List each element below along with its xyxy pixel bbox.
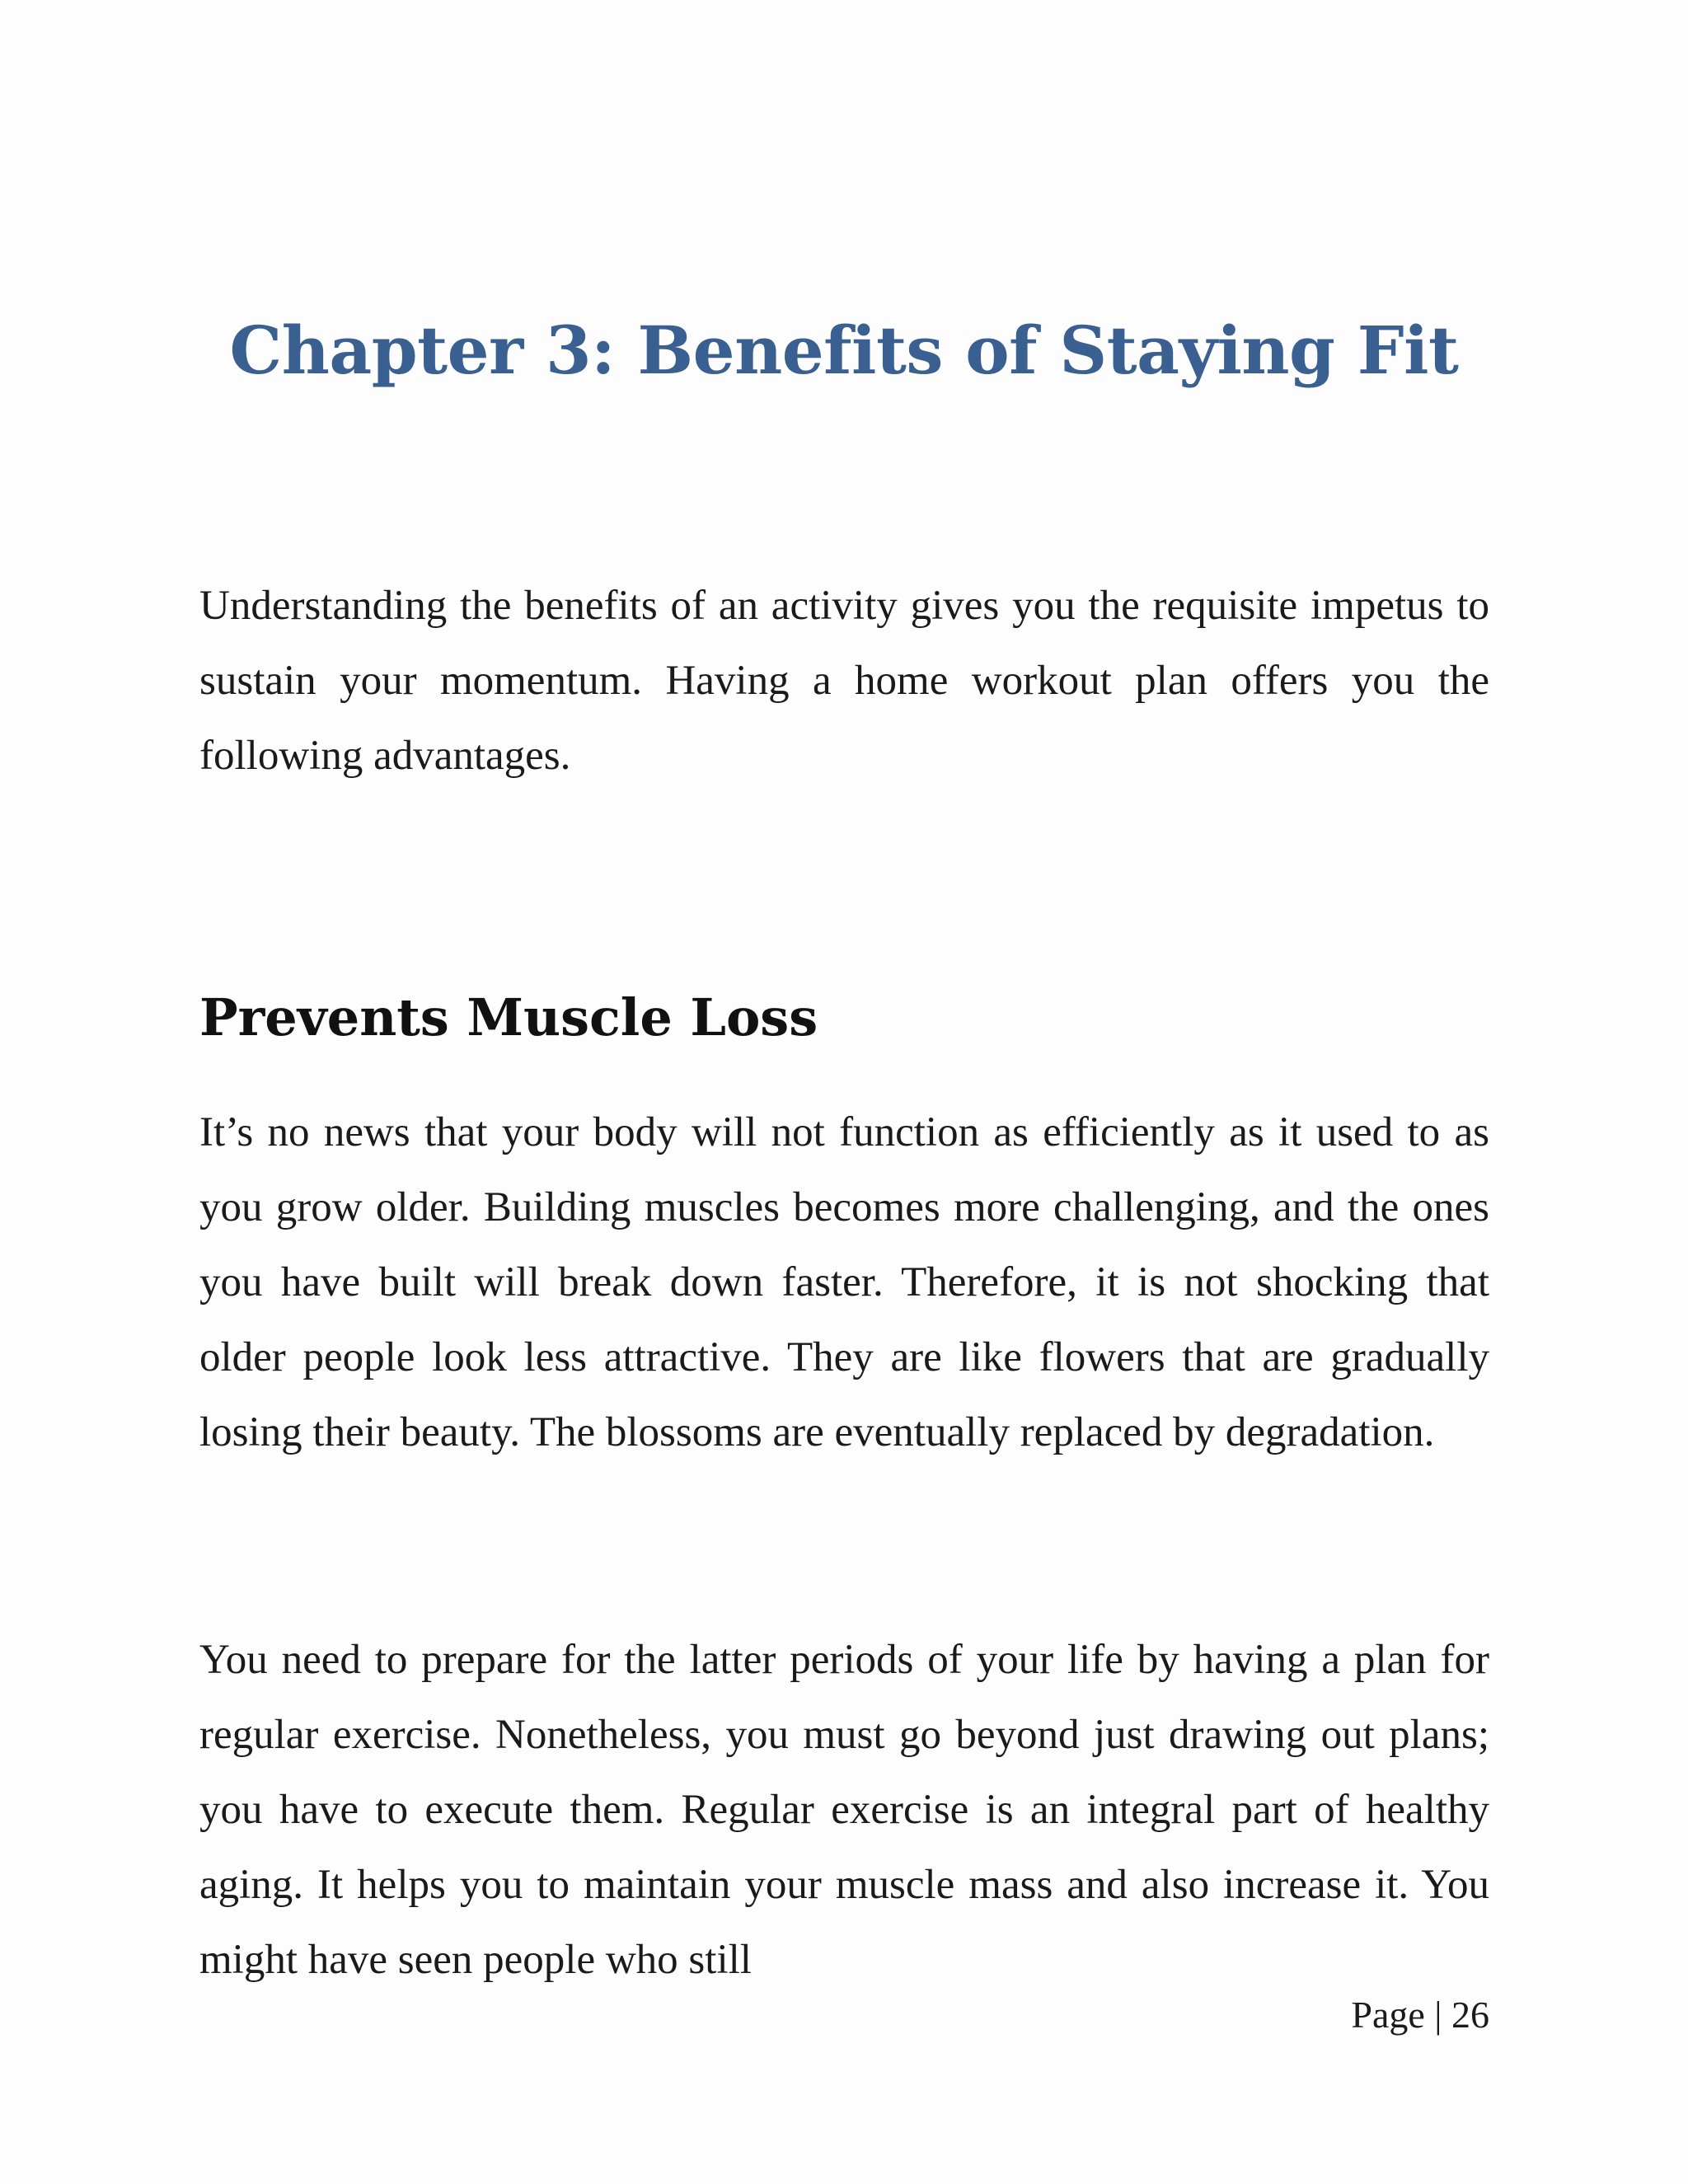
body-paragraph: It’s no news that your body will not function as efficiently as it used to as you grow older. Building muscles becomes more challenging, and the ones you have built will break down faster. Therefore, it is not shocking that older people look less attractive. They are like flowers that are gradually losing their beauty. The blossoms are eventually replaced by degradation. [199, 1109, 1489, 1455]
body-paragraph: You need to prepare for the latter periods of your life by having a plan for regular exercise. Nonetheless, you must go beyond just drawing out plans; you have to execute them. Regular exercise is an integral part of healthy aging. It helps you to maintain your muscle mass and also increase it. You might have seen people who still [199, 1637, 1489, 1983]
section-heading: Prevents Muscle Loss [199, 987, 818, 1047]
page-number: Page | 26 [1351, 1994, 1489, 2036]
chapter-title: Chapter 3: Benefits of Staying Fit [229, 312, 1459, 389]
intro-paragraph: Understanding the benefits of an activity gives you the requisite impetus to sustain your momentum. Having a home workout plan offers you the following advantages. [199, 583, 1489, 779]
